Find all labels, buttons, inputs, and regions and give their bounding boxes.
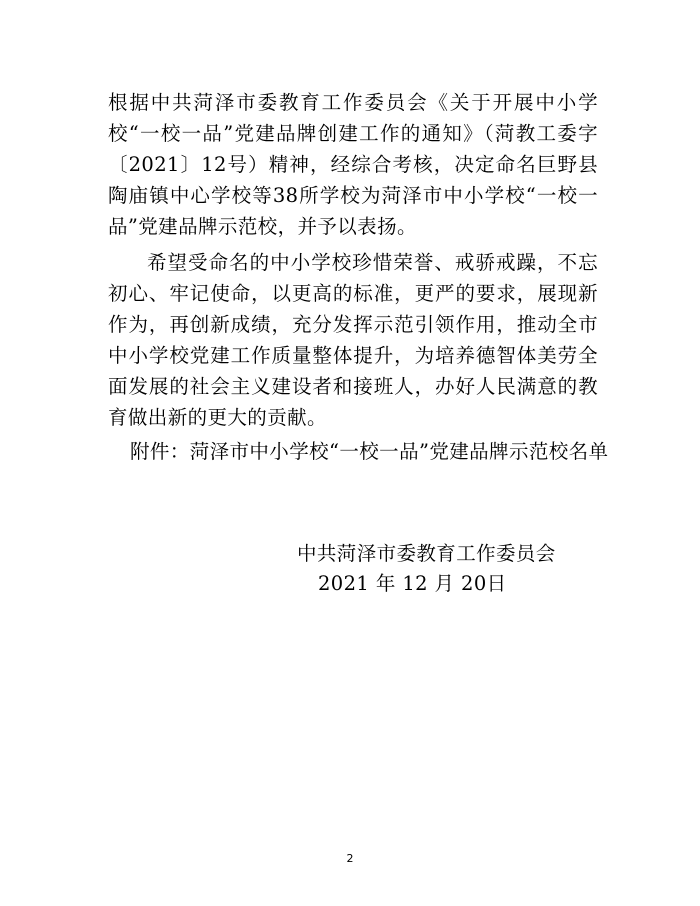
body-paragraph-1: 根据中共菏泽市委教育工作委员会《关于开展中小学校“一校一品”党建品牌创建工作的通知》（菏教工委字〔2021〕12号）精神，经综合考核，决定命名巨野县陶庙镇中心学校等38所学校为菏泽市中小学校“一校一品”党建品牌示范校，并予以表扬。 xyxy=(108,91,598,238)
signature-organization: 中共菏泽市委教育工作委员会 xyxy=(297,542,556,565)
signature-date: 2021 年 12 月 20日 xyxy=(318,572,507,595)
page-number: 2 xyxy=(346,852,354,865)
body-paragraph-2: 希望受命名的中小学校珍惜荣誉、戒骄戒躁，不忘初心、牢记使命，以更高的标准，更严的要求，展现新作为，再创新成绩，充分发挥示范引领作用，推动全市中小学校党建工作质量整体提升，为培养德智体美劳全面发展的社会主义建设者和接班人，办好人民满意的教育做出新的更大的贡献。 xyxy=(108,251,598,429)
attachment-line: 附件：菏泽市中小学校“一校一品”党建品牌示范校名单 xyxy=(130,440,609,463)
